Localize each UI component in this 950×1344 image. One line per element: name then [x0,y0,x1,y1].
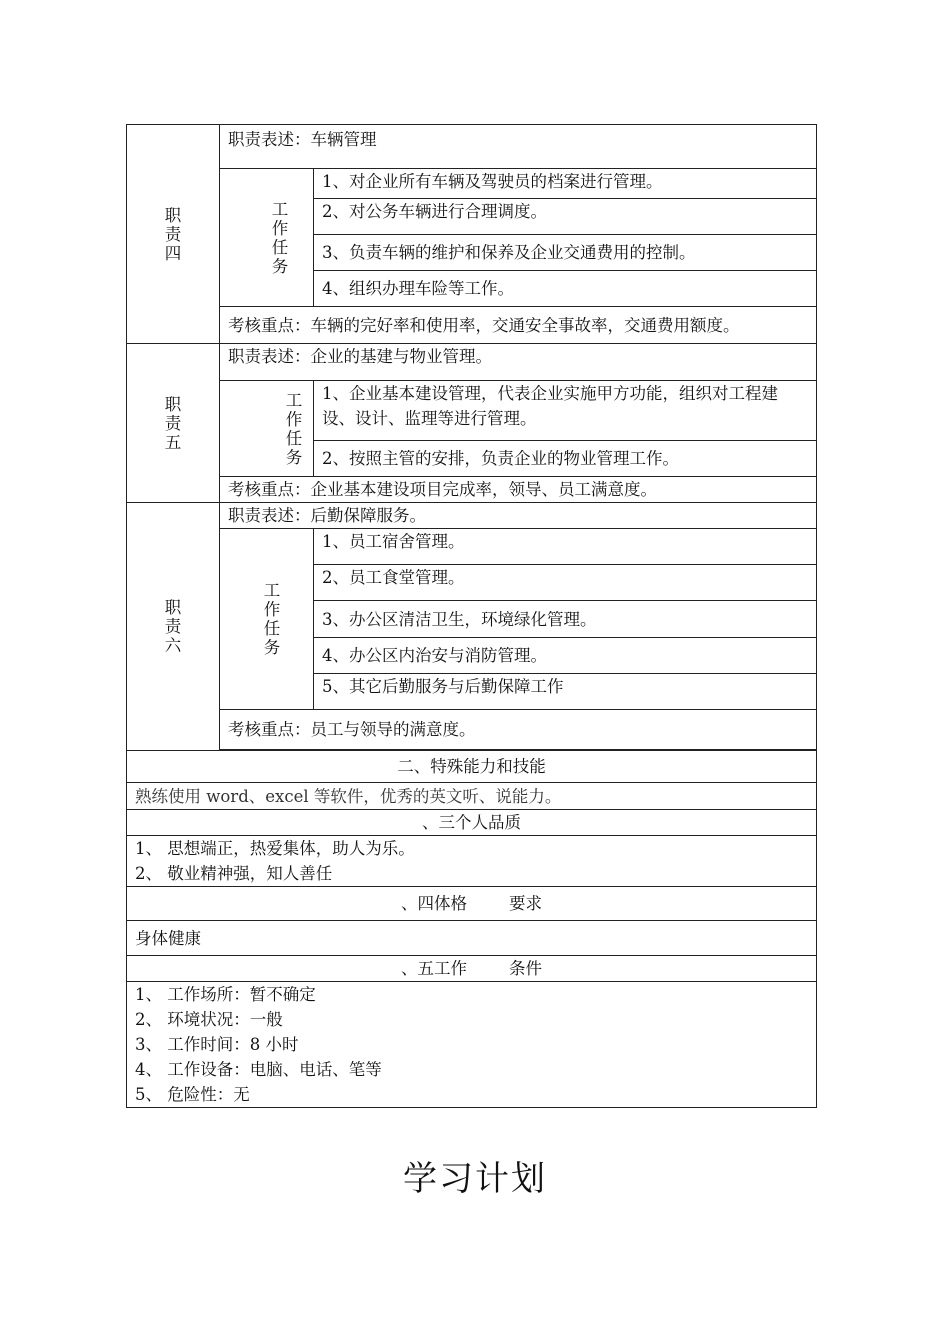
duty-6-task-label: 工 作 任 务 [263,581,281,657]
conditions-line-4: 4、 工作设备：电脑、电话、笔等 [135,1060,382,1079]
duty-5-task-label: 工 作 任 务 [285,390,303,467]
skills-heading: 二、特殊能力和技能 [127,751,817,783]
duty-6-assessment: 考核重点：员工与领导的满意度。 [220,710,817,750]
duty-6-task-label-cell [220,529,314,710]
duty-4-task-2: 2、对公务车辆进行合理调度。 [314,199,817,235]
skills-content: 熟练使用 word、excel 等软件，优秀的英文听、说能力。 [127,783,817,810]
duty-4-description: 职责表述：车辆管理 [220,125,817,169]
duty-4-task-3: 3、负责车辆的维护和保养及企业交通费用的控制。 [314,235,817,271]
duty-6-task-1: 1、员工宿舍管理。 [314,529,817,565]
duty-4-label: 职 责 四 [164,205,182,263]
duty-4-task-1: 1、对企业所有车辆及驾驶员的档案进行管理。 [314,169,817,199]
conditions-line-5: 5、 危险性：无 [135,1085,250,1104]
duty-6-label-cell [127,503,220,751]
duty-4-assessment: 考核重点：车辆的完好率和使用率，交通安全事故率，交通费用额度。 [220,307,817,344]
personal-content [127,836,817,887]
duty-5-label: 职 责 五 [164,394,182,452]
duty-5-task-1: 1、企业基本建设管理，代表企业实施甲方功能，组织对工程建设、设计、监理等进行管理。 [314,381,817,441]
duty-5-task-label-cell [220,381,314,477]
conditions-heading: 、五工作 条件 [127,956,817,982]
conditions-line-2: 2、 环境状况：一般 [135,1010,283,1029]
conditions-line-1: 1、 工作场所：暂不确定 [135,985,316,1004]
duty-4-label-cell [127,125,220,344]
conditions-line-3: 3、 工作时间：8 小时 [135,1035,299,1054]
personal-heading: 、三个人品质 [127,810,817,836]
duty-5-label-cell [127,344,220,503]
duty-5-assessment: 考核重点：企业基本建设项目完成率，领导、员工满意度。 [220,477,817,503]
job-description-table [126,124,817,1108]
personal-line-1: 1、 思想端正，热爱集体，助人为乐。 [135,839,415,858]
study-plan-title: 学习计划 [403,1159,547,1199]
duty-4-task-4: 4、组织办理车险等工作。 [314,271,817,307]
duty-6-task-3: 3、办公区清洁卫生，环境绿化管理。 [314,601,817,638]
duty-6-task-2: 2、员工食堂管理。 [314,565,817,601]
conditions-content [127,982,817,1108]
physical-content: 身体健康 [127,921,817,956]
duty-6-label: 职 责 六 [164,598,182,655]
duty-6-description: 职责表述：后勤保障服务。 [220,503,817,529]
duty-6-task-5: 5、其它后勤服务与后勤保障工作 [314,674,817,710]
personal-line-2: 2、 敬业精神强，知人善任 [135,864,333,883]
duty-6-task-4: 4、办公区内治安与消防管理。 [314,638,817,674]
duty-5-task-2: 2、按照主管的安排，负责企业的物业管理工作。 [314,441,817,477]
duty-5-description: 职责表述：企业的基建与物业管理。 [220,344,817,381]
duty-4-task-label: 工 作 任 务 [271,199,289,276]
physical-heading: 、四体格 要求 [127,887,817,921]
duty-4-task-label-cell [220,169,314,307]
